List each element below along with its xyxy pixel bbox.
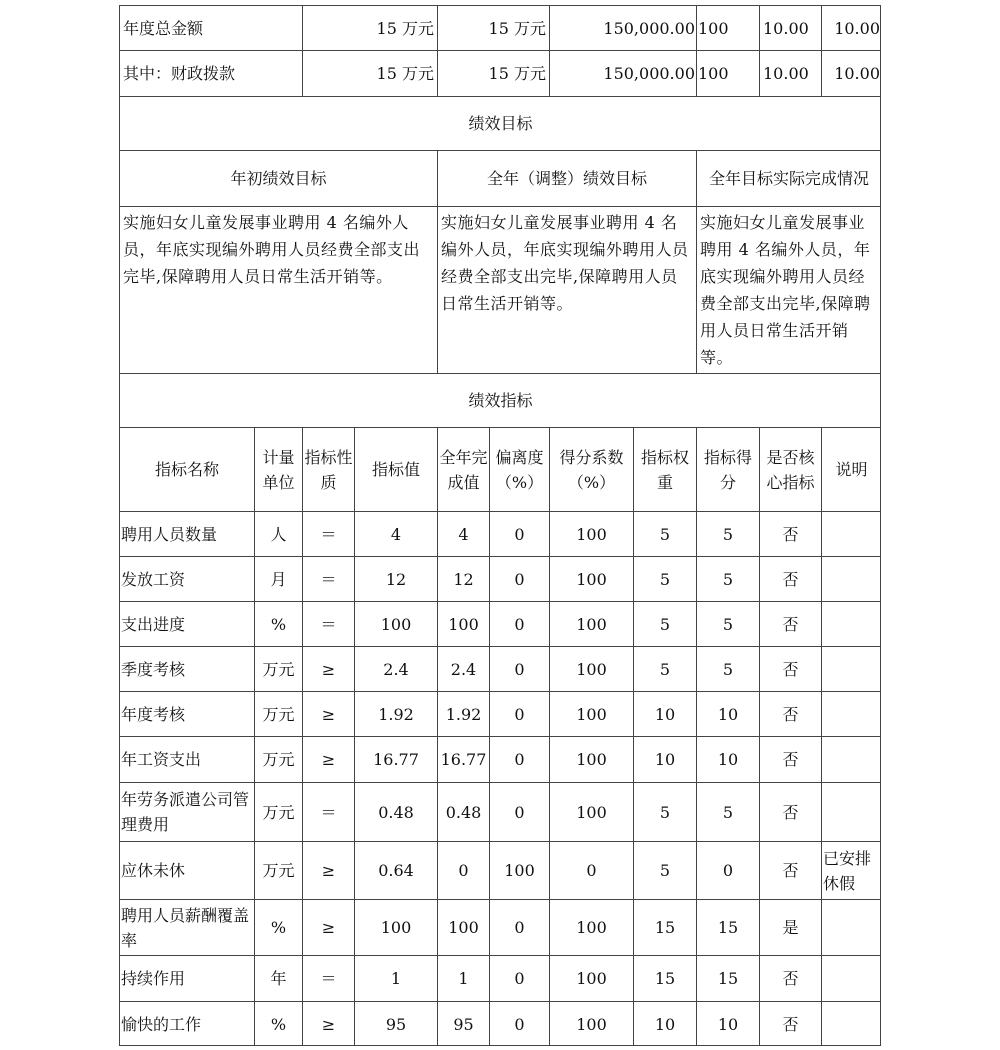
- indicator-nature: ≥: [321, 1014, 336, 1034]
- budget-row-label: 年度总金额: [123, 18, 204, 38]
- indicator-deviation: 0: [514, 918, 525, 937]
- table-cell: [119, 646, 254, 691]
- indicator-actual-value: 100: [448, 918, 479, 937]
- indicator-target-value: 100: [380, 918, 412, 937]
- table-cell: [302, 1001, 354, 1046]
- table-cell: [254, 736, 302, 782]
- goal-header-adjusted: 全年（调整）绩效目标: [486, 169, 647, 188]
- indicator-nature: ≥: [321, 861, 336, 880]
- goal-header-cell: [119, 150, 437, 206]
- table-cell: [489, 601, 549, 646]
- indicator-indicator-name: 年工资支出: [121, 750, 202, 769]
- table-cell: [254, 955, 302, 1001]
- table-cell: [696, 736, 759, 782]
- indicator-indicator-score: 10: [717, 704, 739, 724]
- table-cell: [489, 899, 549, 955]
- table-cell: [821, 899, 881, 955]
- table-cell: [302, 955, 354, 1001]
- indicator-unit: %: [270, 918, 287, 937]
- table-cell: [696, 955, 759, 1001]
- table-cell: [354, 556, 437, 601]
- table-cell: [633, 736, 696, 782]
- indicator-indicator-score: 5: [722, 524, 734, 544]
- table-cell: [549, 646, 633, 691]
- indicator-header-cell: [119, 427, 254, 511]
- table-cell: [437, 899, 489, 955]
- indicator-actual-value: 0.48: [445, 802, 482, 822]
- indicator-header-cell: [437, 427, 489, 511]
- table-cell: [302, 511, 354, 556]
- indicator-header-cell: [759, 427, 821, 511]
- table-cell: [821, 556, 881, 601]
- indicator-actual-value: 12: [453, 569, 474, 589]
- indicator-weight: 10: [654, 1014, 676, 1034]
- indicator-nature: ＝: [320, 524, 337, 544]
- indicator-deviation: 100: [504, 861, 535, 880]
- table-cell: [354, 841, 437, 899]
- indicator-score-coefficient: 100: [576, 704, 607, 724]
- indicator-deviation: 0: [514, 802, 525, 822]
- table-cell: [696, 899, 759, 955]
- indicator-unit: 人: [270, 524, 287, 544]
- indicator-unit: 万元: [262, 861, 295, 880]
- indicator-nature: ＝: [320, 802, 337, 822]
- indicator-target-value: 1: [390, 969, 402, 988]
- indicator-header-is-core: 是否核心指标: [766, 447, 815, 492]
- indicator-is-core: 否: [782, 802, 799, 822]
- table-cell: [549, 511, 633, 556]
- indicator-unit: 年: [270, 969, 287, 988]
- table-cell: [119, 556, 254, 601]
- indicator-header-cell: [696, 427, 759, 511]
- indicator-header-cell: [489, 427, 549, 511]
- indicator-indicator-score: 0: [722, 861, 734, 880]
- table-cell: [696, 1001, 759, 1046]
- indicator-weight: 5: [659, 659, 671, 679]
- budget-label-cell: [119, 5, 302, 50]
- table-cell: [489, 736, 549, 782]
- indicator-header-cell: [354, 427, 437, 511]
- table-cell: [489, 511, 549, 556]
- indicator-header-nature: 指标性质: [304, 447, 353, 492]
- goal-header-initial: 年初绩效目标: [230, 169, 327, 188]
- table-cell: [633, 841, 696, 899]
- budget-executed: 150,000.00: [603, 18, 695, 38]
- indicator-score-coefficient: 100: [576, 659, 607, 679]
- budget-adjusted: 15 万元: [488, 64, 546, 83]
- indicator-actual-value: 4: [458, 524, 469, 544]
- table-cell: [549, 1001, 633, 1046]
- indicator-weight: 15: [654, 969, 676, 988]
- indicator-score-coefficient: 100: [576, 750, 607, 769]
- indicator-actual-value: 95: [453, 1014, 474, 1034]
- indicator-header-actual-value: 全年完成值: [439, 447, 488, 492]
- table-cell: [302, 601, 354, 646]
- table-cell: [254, 646, 302, 691]
- budget-initial-cell: [302, 5, 437, 50]
- budget-initial-cell: [302, 50, 437, 96]
- table-cell: [354, 736, 437, 782]
- table-cell: [696, 782, 759, 841]
- indicator-unit: %: [270, 614, 287, 634]
- table-cell: [821, 736, 881, 782]
- indicator-weight: 5: [659, 614, 671, 634]
- table-cell: [302, 556, 354, 601]
- budget-weight-cell: [696, 5, 759, 50]
- goal-text-cell: [696, 206, 881, 373]
- goal-text-cell: [437, 206, 696, 373]
- indicator-indicator-name: 季度考核: [121, 659, 186, 679]
- indicator-nature: ＝: [320, 569, 337, 589]
- indicator-header-target-value: 指标值: [371, 460, 420, 479]
- table-cell: [119, 782, 254, 841]
- indicator-indicator-name: 持续作用: [121, 969, 186, 988]
- table-cell: [759, 1001, 821, 1046]
- table-cell: [437, 736, 489, 782]
- table-cell: [821, 691, 881, 736]
- budget-score-cell: [821, 5, 881, 50]
- table-cell: [633, 556, 696, 601]
- indicator-target-value: 12: [385, 569, 407, 589]
- table-cell: [354, 782, 437, 841]
- indicator-header-remark: 说明: [835, 460, 868, 479]
- indicator-header-indicator-name: 指标名称: [154, 460, 219, 479]
- indicator-indicator-name: 聘用人员薪酬覆盖率: [121, 905, 250, 950]
- indicator-header-score-coefficient: 得分系数（%）: [559, 447, 624, 492]
- indicator-indicator-name: 应休未休: [121, 861, 186, 880]
- table-cell: [302, 646, 354, 691]
- table-cell: [821, 511, 881, 556]
- indicator-indicator-name: 发放工资: [121, 569, 186, 589]
- indicator-header-unit: 计量单位: [262, 447, 295, 492]
- table-cell: [489, 646, 549, 691]
- indicator-indicator-score: 15: [717, 918, 739, 937]
- indicator-indicator-score: 10: [717, 750, 739, 769]
- indicator-is-core: 否: [782, 569, 799, 589]
- budget-weight: 100: [698, 18, 729, 38]
- indicator-indicator-name: 愉快的工作: [121, 1014, 202, 1034]
- indicator-actual-value: 1.92: [445, 704, 482, 724]
- indicator-weight: 10: [654, 704, 676, 724]
- table-cell: [633, 782, 696, 841]
- goals-section-title: 绩效目标: [468, 114, 533, 133]
- indicator-score-coefficient: 100: [576, 1014, 607, 1034]
- table-cell: [119, 511, 254, 556]
- table-cell: [437, 601, 489, 646]
- budget-adjusted: 15 万元: [488, 18, 546, 38]
- indicator-score-coefficient: 100: [576, 969, 607, 988]
- table-cell: [549, 899, 633, 955]
- indicator-weight: 5: [659, 569, 671, 589]
- table-cell: [254, 1001, 302, 1046]
- indicator-is-core: 否: [782, 750, 799, 769]
- table-cell: [354, 899, 437, 955]
- table-cell: [696, 841, 759, 899]
- table-cell: [759, 899, 821, 955]
- table-cell: [119, 955, 254, 1001]
- table-cell: [437, 556, 489, 601]
- budget-adjusted-cell: [437, 5, 549, 50]
- indicator-indicator-score: 5: [722, 802, 734, 822]
- budget-executed-cell: [549, 50, 696, 96]
- indicator-indicator-name: 聘用人员数量: [121, 524, 218, 544]
- indicator-actual-value: 0: [458, 861, 469, 880]
- table-cell: [302, 782, 354, 841]
- table-cell: [119, 736, 254, 782]
- table-cell: [254, 899, 302, 955]
- indicator-score-coefficient: 100: [576, 614, 607, 634]
- indicator-unit: 万元: [262, 659, 295, 679]
- indicator-nature: ≥: [321, 750, 336, 769]
- indicator-header-deviation: 偏离度（%）: [495, 447, 544, 492]
- indicator-nature: ≥: [321, 659, 336, 679]
- indicator-header-indicator-score: 指标得分: [703, 447, 752, 492]
- indicator-is-core: 否: [782, 659, 799, 679]
- indicator-is-core: 否: [782, 861, 799, 880]
- table-cell: [354, 646, 437, 691]
- table-cell: [489, 841, 549, 899]
- table-cell: [119, 1001, 254, 1046]
- table-cell: [489, 782, 549, 841]
- indicator-is-core: 否: [782, 524, 799, 544]
- table-cell: [759, 511, 821, 556]
- budget-rate: 10.00: [763, 64, 809, 83]
- table-cell: [254, 841, 302, 899]
- indicator-score-coefficient: 100: [576, 918, 607, 937]
- budget-weight: 100: [698, 64, 729, 83]
- indicator-deviation: 0: [514, 1014, 525, 1034]
- table-cell: [821, 782, 881, 841]
- indicator-score-coefficient: 100: [576, 524, 607, 544]
- table-cell: [302, 841, 354, 899]
- budget-row-label: 其中：财政拨款: [123, 64, 236, 83]
- table-cell: [437, 511, 489, 556]
- table-cell: [119, 601, 254, 646]
- table-cell: [354, 1001, 437, 1046]
- table-cell: [633, 955, 696, 1001]
- indicator-target-value: 1.92: [378, 704, 414, 724]
- indicator-target-value: 95: [385, 1014, 407, 1034]
- indicator-deviation: 0: [514, 569, 525, 589]
- goal-text-adjusted: 实施妇女儿童发展事业聘用 4 名编外人员，年底实现编外聘用人员经费全部支出完毕,保障聘用人员日常生活开销等。: [441, 213, 689, 313]
- table-cell: [821, 601, 881, 646]
- table-cell: [759, 955, 821, 1001]
- indicator-indicator-score: 5: [722, 569, 734, 589]
- table-cell: [696, 601, 759, 646]
- indicator-indicator-name: 年劳务派遣公司管理费用: [121, 790, 250, 834]
- table-cell: [696, 646, 759, 691]
- indicator-nature: ＝: [320, 614, 337, 634]
- indicator-deviation: 0: [514, 969, 525, 988]
- table-cell: [759, 556, 821, 601]
- table-cell: [489, 556, 549, 601]
- indicator-target-value: 16.77: [373, 750, 419, 769]
- table-cell: [696, 691, 759, 736]
- indicator-header-weight: 指标权重: [640, 447, 689, 492]
- table-cell: [759, 841, 821, 899]
- table-cell: [633, 601, 696, 646]
- goal-text-initial: 实施妇女儿童发展事业聘用 4 名编外人员，年底实现编外聘用人员经费全部支出完毕,保障聘用人员日常生活开销等。: [123, 213, 421, 286]
- goal-header-cell: [437, 150, 696, 206]
- indicators-section-title: 绩效指标: [468, 391, 533, 410]
- table-cell: [437, 646, 489, 691]
- table-cell: [759, 782, 821, 841]
- table-cell: [759, 601, 821, 646]
- indicator-deviation: 0: [514, 704, 525, 724]
- table-cell: [254, 782, 302, 841]
- indicator-nature: ≥: [321, 918, 336, 937]
- indicator-deviation: 0: [514, 614, 525, 634]
- table-cell: [254, 511, 302, 556]
- table-cell: [354, 511, 437, 556]
- table-cell: [354, 691, 437, 736]
- indicator-actual-value: 100: [448, 614, 479, 634]
- table-cell: [759, 691, 821, 736]
- table-cell: [549, 955, 633, 1001]
- table-cell: [302, 899, 354, 955]
- table-cell: [759, 646, 821, 691]
- budget-rate-cell: [759, 5, 821, 50]
- indicator-weight: 10: [654, 750, 676, 769]
- goals-section-title-cell: [119, 96, 881, 150]
- indicator-target-value: 0.64: [378, 861, 414, 880]
- indicator-unit: 万元: [262, 802, 295, 822]
- budget-score: 10.00: [834, 18, 880, 38]
- table-cell: [821, 646, 881, 691]
- indicator-nature: ≥: [321, 704, 336, 724]
- indicator-header-cell: [254, 427, 302, 511]
- indicator-indicator-name: 支出进度: [121, 614, 186, 634]
- indicator-score-coefficient: 0: [586, 861, 597, 880]
- table-cell: [549, 691, 633, 736]
- indicator-deviation: 0: [514, 750, 525, 769]
- table-cell: [354, 601, 437, 646]
- budget-score: 10.00: [834, 64, 880, 83]
- goal-text-cell: [119, 206, 437, 373]
- table-cell: [633, 1001, 696, 1046]
- table-cell: [696, 556, 759, 601]
- table-cell: [119, 899, 254, 955]
- indicator-indicator-score: 15: [717, 969, 739, 988]
- table-cell: [354, 955, 437, 1001]
- table-cell: [549, 782, 633, 841]
- performance-table: [119, 5, 881, 1046]
- indicator-indicator-score: 5: [722, 614, 734, 634]
- budget-initial: 15 万元: [376, 64, 434, 83]
- indicator-is-core: 否: [782, 614, 799, 634]
- goal-header-cell: [696, 150, 881, 206]
- table-cell: [696, 511, 759, 556]
- indicators-section-title-cell: [119, 373, 881, 427]
- table-cell: [549, 601, 633, 646]
- table-cell: [119, 841, 254, 899]
- table-cell: [821, 841, 881, 899]
- table-cell: [489, 955, 549, 1001]
- indicator-unit: %: [270, 1014, 287, 1034]
- indicator-target-value: 2.4: [383, 659, 409, 679]
- table-cell: [119, 691, 254, 736]
- table-cell: [549, 736, 633, 782]
- indicator-deviation: 0: [514, 659, 525, 679]
- table-cell: [549, 556, 633, 601]
- indicator-header-cell: [549, 427, 633, 511]
- table-cell: [821, 1001, 881, 1046]
- table-cell: [759, 736, 821, 782]
- indicator-score-coefficient: 100: [576, 569, 607, 589]
- indicator-score-coefficient: 100: [576, 802, 607, 822]
- table-cell: [254, 556, 302, 601]
- table-cell: [633, 691, 696, 736]
- budget-label-cell: [119, 50, 302, 96]
- indicator-is-core: 否: [782, 1014, 799, 1034]
- table-cell: [549, 841, 633, 899]
- table-cell: [633, 646, 696, 691]
- table-cell: [302, 691, 354, 736]
- indicator-unit: 万元: [262, 750, 295, 769]
- indicator-actual-value: 2.4: [450, 659, 477, 679]
- budget-adjusted-cell: [437, 50, 549, 96]
- indicator-weight: 5: [659, 861, 671, 880]
- indicator-weight: 15: [654, 918, 676, 937]
- table-cell: [633, 511, 696, 556]
- indicator-header-cell: [633, 427, 696, 511]
- indicator-actual-value: 16.77: [440, 750, 487, 769]
- indicator-target-value: 100: [380, 614, 412, 634]
- indicator-header-cell: [302, 427, 354, 511]
- indicator-is-core: 否: [782, 969, 799, 988]
- indicator-header-cell: [821, 427, 881, 511]
- table-cell: [254, 691, 302, 736]
- budget-score-cell: [821, 50, 881, 96]
- indicator-is-core: 否: [782, 704, 799, 724]
- table-cell: [437, 691, 489, 736]
- budget-initial: 15 万元: [376, 18, 434, 38]
- indicator-unit: 月: [270, 569, 287, 589]
- budget-executed: 150,000.00: [603, 64, 695, 83]
- budget-executed-cell: [549, 5, 696, 50]
- indicator-indicator-score: 5: [722, 659, 734, 679]
- goal-header-actual: 全年目标实际完成情况: [708, 169, 869, 188]
- indicator-target-value: 0.48: [378, 802, 414, 822]
- indicator-nature: ＝: [320, 969, 337, 988]
- table-cell: [437, 841, 489, 899]
- table-cell: [437, 782, 489, 841]
- indicator-weight: 5: [659, 524, 671, 544]
- table-cell: [254, 601, 302, 646]
- budget-rate-cell: [759, 50, 821, 96]
- table-cell: [489, 691, 549, 736]
- budget-rate: 10.00: [763, 18, 809, 38]
- table-cell: [821, 955, 881, 1001]
- indicator-weight: 5: [659, 802, 671, 822]
- indicator-deviation: 0: [514, 524, 525, 544]
- table-cell: [633, 899, 696, 955]
- budget-weight-cell: [696, 50, 759, 96]
- indicator-indicator-score: 10: [717, 1014, 739, 1034]
- table-cell: [437, 1001, 489, 1046]
- goal-text-actual: 实施妇女儿童发展事业聘用 4 名编外人员，年底实现编外聘用人员经费全部支出完毕,保障聘用人员日常生活开销等。: [700, 213, 871, 367]
- indicator-is-core: 是: [782, 918, 799, 937]
- indicator-actual-value: 1: [458, 969, 469, 988]
- indicator-unit: 万元: [262, 704, 295, 724]
- indicator-target-value: 4: [390, 524, 402, 544]
- table-cell: [437, 955, 489, 1001]
- indicator-remark: 已安排休假: [823, 848, 872, 893]
- table-cell: [302, 736, 354, 782]
- indicator-indicator-name: 年度考核: [121, 704, 186, 724]
- table-cell: [489, 1001, 549, 1046]
